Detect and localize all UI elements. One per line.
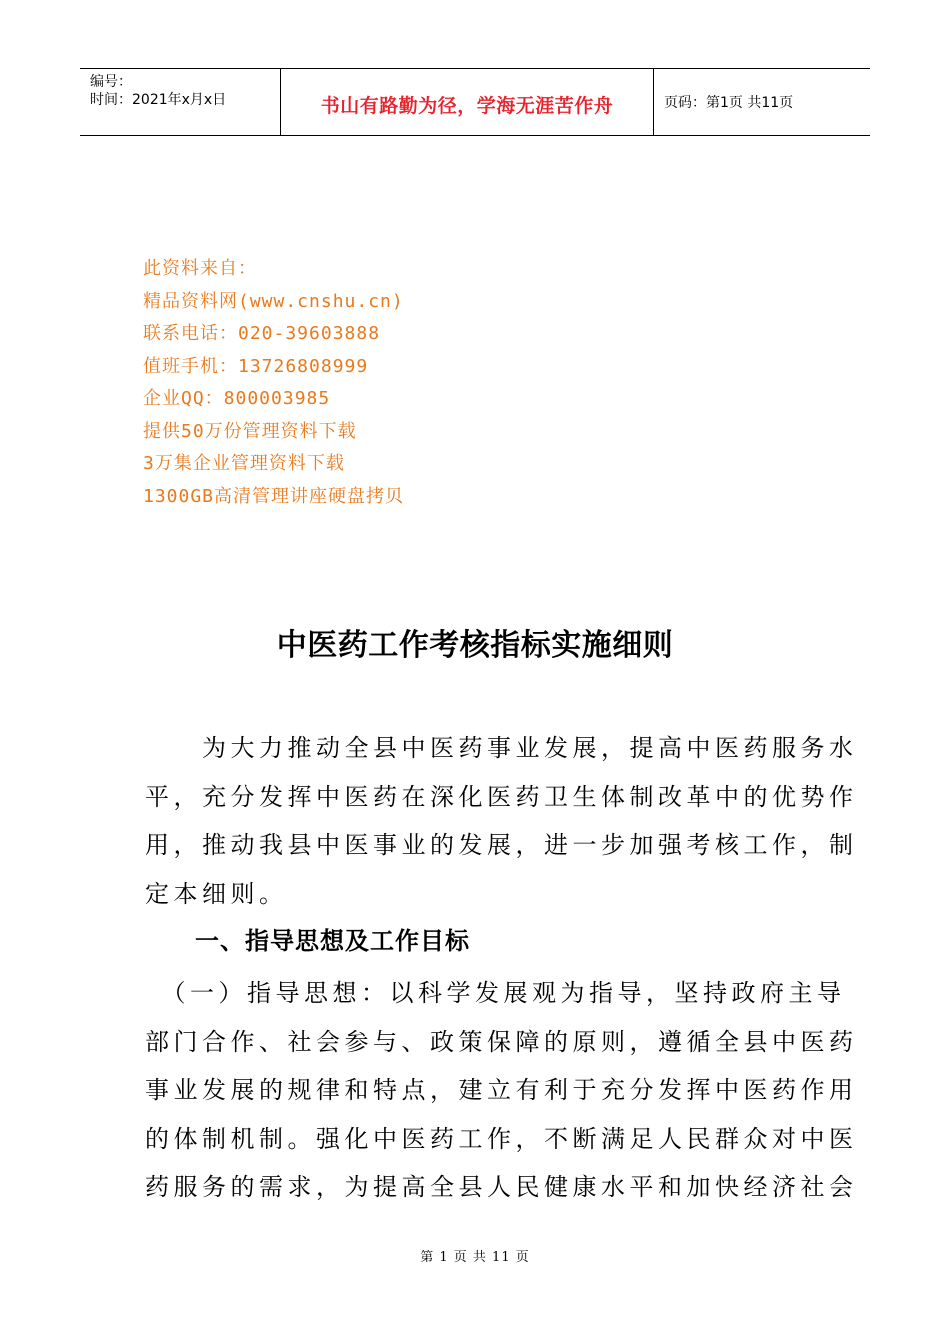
paragraph-line: 用，推动我县中医事业的发展，进一步加强考核工作，制	[145, 831, 858, 859]
source-info-block	[143, 253, 404, 513]
intro-paragraph	[145, 724, 858, 918]
source-line: 1300GB高清管理讲座硬盘拷贝	[143, 485, 405, 507]
header-middle-cell	[281, 69, 654, 135]
paragraph-line: 平，充分发挥中医药在深化医药卫生体制改革中的优势作	[145, 782, 858, 811]
source-line: 提供50万份管理资料下载	[143, 420, 357, 442]
paragraph-line: 部门合作、社会参与、政策保障的原则，遵循全县中医药	[145, 1027, 858, 1056]
source-line: 值班手机：13726808999	[143, 355, 369, 377]
document-title: 中医药工作考核指标实施细则	[276, 628, 674, 663]
time-label: 时间：2021年x月x日	[90, 92, 227, 108]
paragraph-line: （一）指导思想：以科学发展观为指导，坚持政府主导	[145, 979, 846, 1007]
section-heading: 一、指导思想及工作目标	[195, 927, 470, 955]
paragraph-line: 为大力推动全县中医药事业发展，提高中医药服务水	[145, 734, 858, 762]
source-line: 精品资料网(www.cnshu.cn)	[143, 290, 404, 312]
header-right-cell	[654, 69, 870, 135]
source-line: 3万集企业管理资料下载	[143, 453, 345, 474]
paragraph-line: 的体制机制。强化中医药工作，不断满足人民群众对中医	[145, 1124, 858, 1153]
header-left-cell	[80, 69, 281, 135]
paragraph-line: 药服务的需求，为提高全县人民健康水平和加快经济社会	[145, 1173, 858, 1201]
page-info: 页码：第1页 共11页	[664, 95, 794, 111]
paragraph-line: 定本细则。	[145, 879, 288, 908]
source-line: 此资料来自：	[143, 258, 257, 279]
motto-text: 书山有路勤为径，学海无涯苦作舟	[320, 95, 614, 117]
source-line: 联系电话：020-39603888	[143, 323, 381, 344]
document-header	[80, 68, 870, 136]
paragraph-line: 事业发展的规律和特点，建立有利于充分发挥中医药作用	[145, 1076, 858, 1104]
page-footer: 第 1 页 共 11 页	[420, 1250, 530, 1265]
source-line: 企业QQ：800003985	[143, 388, 331, 409]
number-label: 编号：	[90, 74, 132, 90]
guiding-ideology-paragraph	[145, 969, 858, 1212]
